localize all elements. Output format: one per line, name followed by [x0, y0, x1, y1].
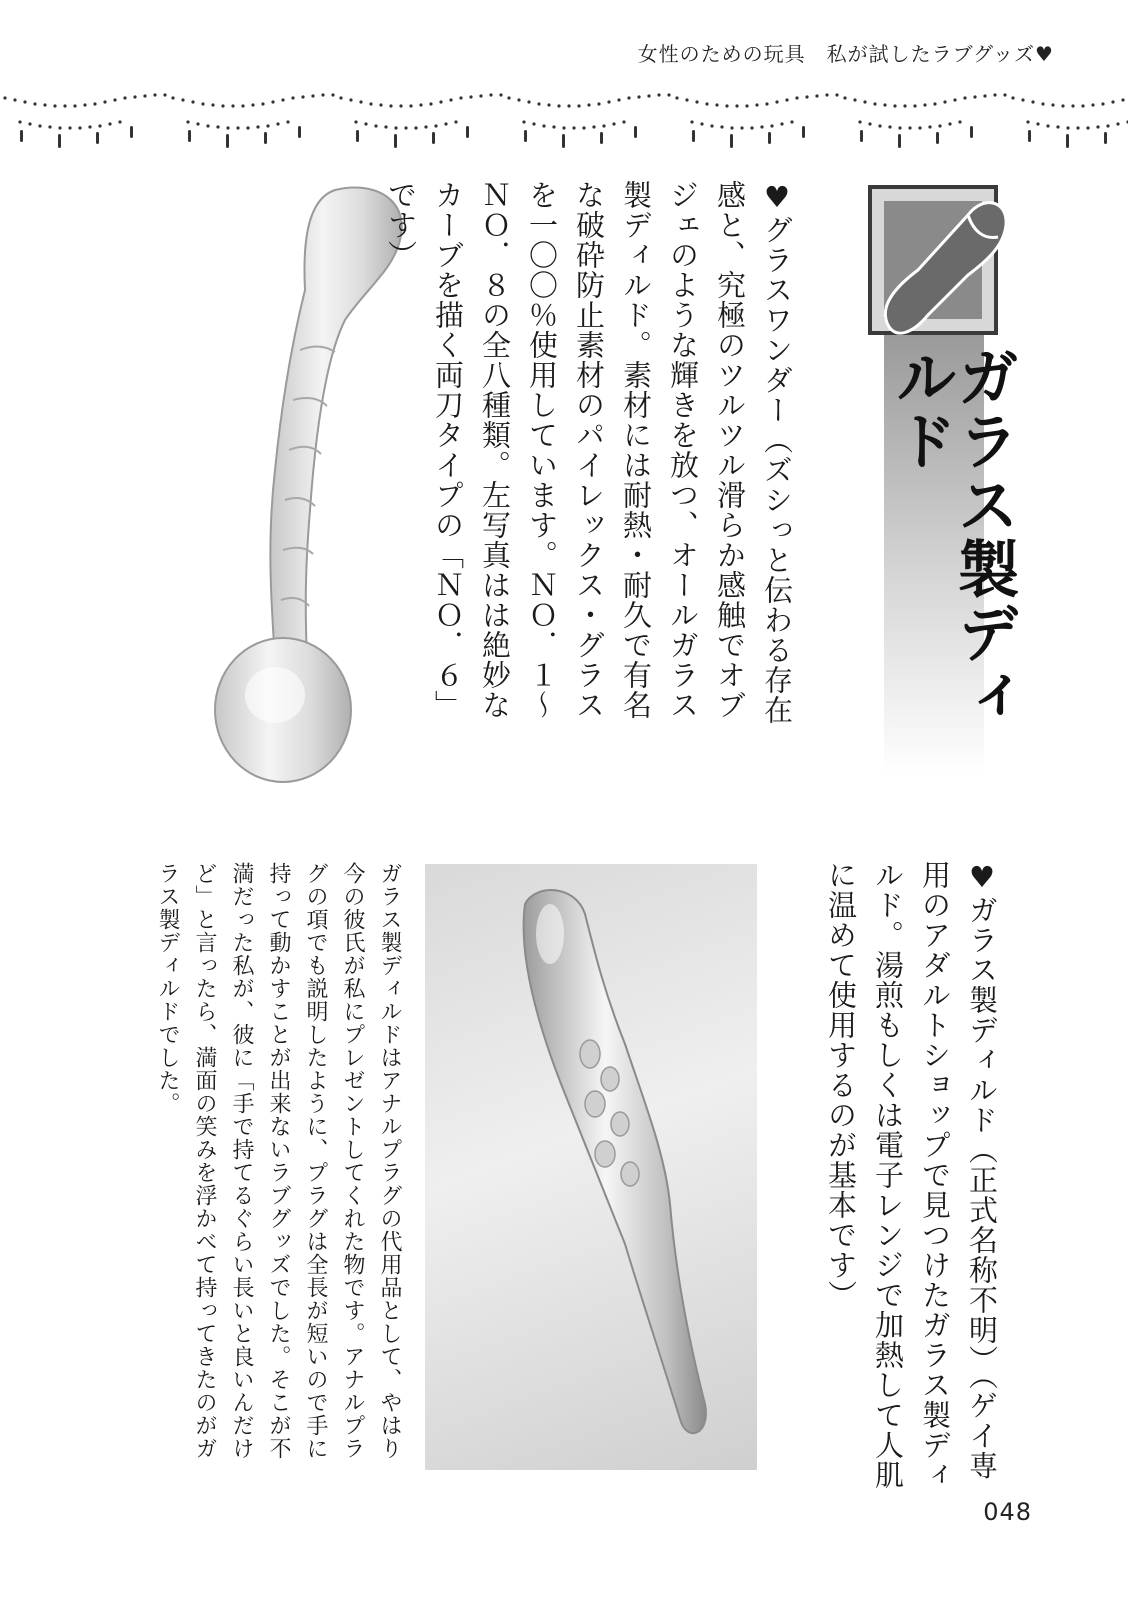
section-title: ガラス製ディルド	[885, 345, 1020, 729]
page-number: 048	[983, 1498, 1032, 1526]
glass-dildo-description: ♥ガラス製ディルド（正式名称不明）（ゲイ専用のアダルトショップで見つけたガラス製ディルド。湯煎もしくは電子レンジで加熱して人肌に温めて使用するのが基本です）	[824, 860, 999, 1490]
section-title-banner	[868, 185, 1020, 775]
glass-dildo-photo	[425, 864, 757, 1470]
dildo-icon	[848, 175, 1018, 355]
essay-text: ガラス製ディルドはアナルプラグの代用品として、やはり今の彼氏が私にプレゼントしてくれた物です。アナルプラグの項でも説明したように、プラグは全長が短いので手に持って動かすことが出来ないラブグッズでした。そこが不満だった私が、彼に「手で持てるぐらい長いと良いんだけど」と言ったら、満面の笑みを浮かべて持ってきたのがガラス製ディルドでした。	[155, 862, 402, 1460]
glass-wonder-photo	[205, 180, 415, 790]
garland-ornament	[0, 86, 1128, 156]
glass-wonder-description: ♥グラスワンダー（ズシっと伝わる存在感と、究極のツルツル滑らか感触でオブジェのような輝きを放つ、オールガラス製ディルド。素材には耐熱・耐久で有名な破砕防止素材のパイレックス・グラスを一〇〇％使用しています。ＮＯ．１〜ＮＯ．８の全八種類。左写真はは絶妙なカーブを描く両刀タイプの「ＮＯ．６」です）	[384, 180, 794, 725]
running-head: 女性のための玩具 私が試したラブグッズ♥	[637, 42, 1054, 66]
